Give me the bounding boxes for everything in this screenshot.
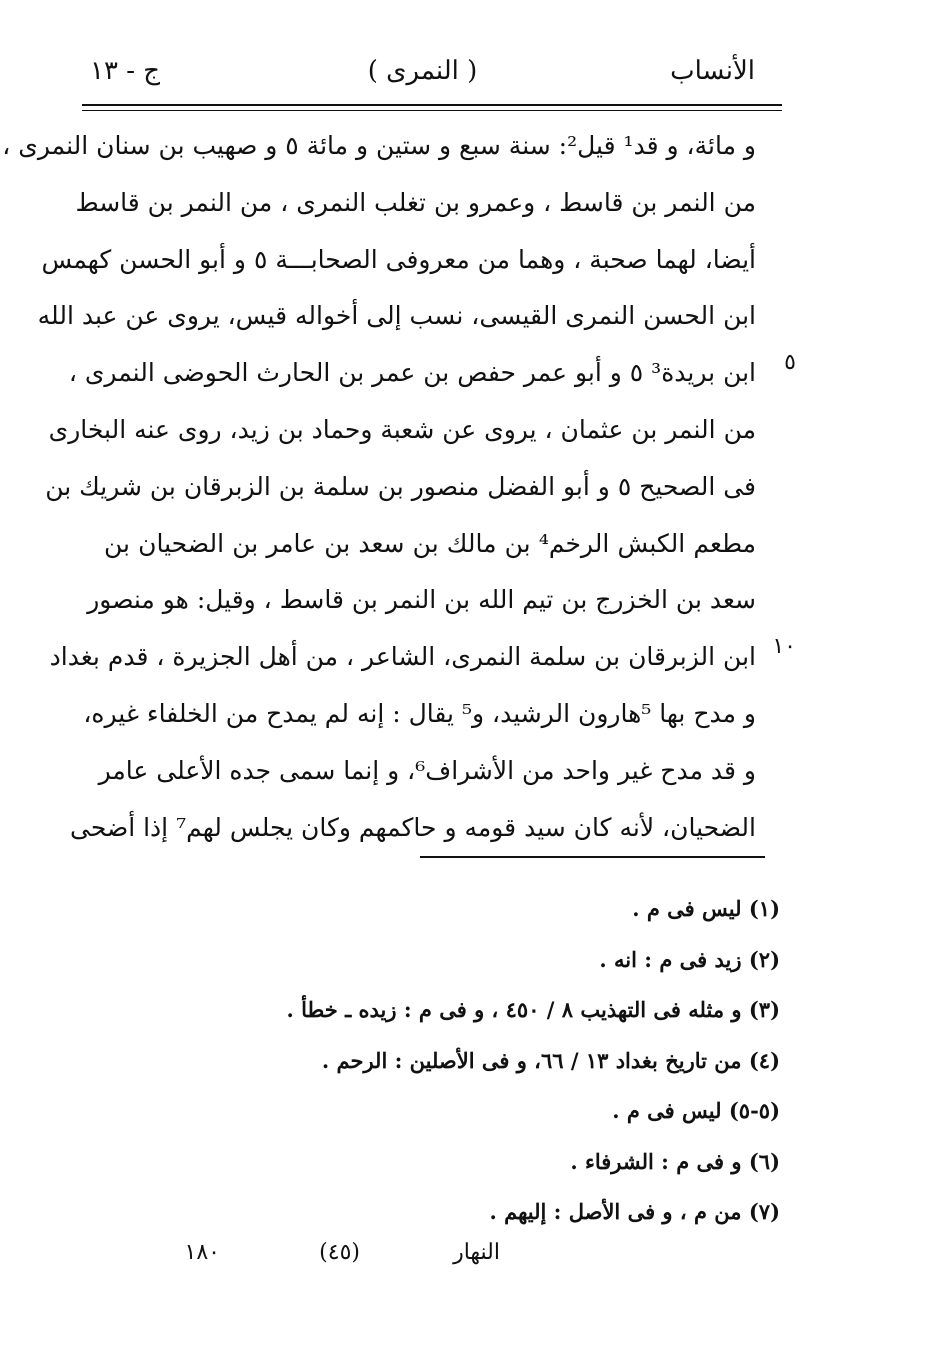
running-header	[90, 50, 755, 100]
text-line: و مدح بها ⁵هارون الرشيد، و⁵ يقال : إنه لم يمدح من الخلفاء غيره،	[83, 698, 756, 728]
text-line: و قد مدح غير واحد من الأشراف⁶، و إنما سمى جده الأعلى عامر	[98, 755, 756, 785]
volume-number: ج - ١٣	[90, 56, 161, 86]
line-number-5: ٥	[784, 350, 796, 375]
footnote: (٦) و فى م : الشرفاء .	[570, 1148, 780, 1174]
text-line: سعد بن الخزرج بن تيم الله بن النمر بن قاسط ، وقيل: هو منصور	[87, 585, 756, 615]
section-title: ( النمرى )	[367, 56, 478, 86]
page-footer	[120, 1240, 500, 1280]
footnote: (٥-٥) ليس فى م .	[612, 1098, 780, 1123]
page-number: ١٨٠	[184, 1240, 220, 1265]
footnote: (٧) من م ، و فى الأصل : إليهم .	[489, 1199, 780, 1224]
publisher-name: النهار	[453, 1240, 500, 1265]
header-rule-thin	[82, 110, 782, 111]
text-line: من النمر بن قاسط ، وعمرو بن تغلب النمرى ، من النمر بن قاسط	[75, 187, 756, 217]
header-rule	[82, 104, 782, 106]
footnote: (٤) من تاريخ بغداد ١٣ / ٦٦، و فى الأصلين : الرحم .	[321, 1047, 780, 1073]
footnote: (٢) زيد فى م : انه .	[599, 946, 780, 972]
text-line: من النمر بن عثمان ، يروى عن شعبة وحماد بن زيد، روى عنه البخارى	[48, 414, 756, 444]
text-line: ابن الحسن النمرى القيسى، نسب إلى أخواله قيس، يروى عن عبد الله	[37, 301, 756, 331]
footnotes	[240, 884, 780, 1238]
text-line: ابن بريدة³ ٥ و أبو عمر حفص بن عمر بن الحارث الحوضى النمرى ،	[68, 358, 756, 388]
text-line: مطعم الكبش الرخم⁴ بن مالك بن سعد بن عامر بن الضحيان بن	[104, 528, 756, 558]
text-line: ابن الزبرقان بن سلمة النمرى، الشاعر ، من أهل الجزيرة ، قدم بغداد	[49, 642, 756, 672]
text-line: فى الصحيح ٥ و أبو الفضل منصور بن سلمة بن الزبرقان بن شريك بن	[45, 471, 756, 501]
main-text	[2, 118, 796, 856]
text-line: و مائة، و قد¹ قيل²: سنة سبع و ستين و مائة ٥ و صهيب بن سنان النمرى ،	[2, 131, 756, 160]
text-line: الضحيان، لأنه كان سيد قومه و حاكمهم وكان يجلس لهم⁷ إذا أضحى	[69, 812, 756, 842]
book-title: الأنساب	[670, 56, 755, 86]
text-line: أيضا، لهما صحبة ، وهما من معروفى الصحابـــة ٥ و أبو الحسن كهمس	[41, 244, 756, 274]
footnote-separator	[420, 856, 765, 858]
signature-number: (٤٥)	[319, 1240, 360, 1265]
footnote: (٣) و مثله فى التهذيب ٨ / ٤٥٠ ، و فى م : زيده ـ خطأ .	[286, 997, 780, 1022]
line-number-10: ١٠	[772, 634, 796, 659]
footnote: (١) ليس فى م .	[632, 896, 780, 921]
